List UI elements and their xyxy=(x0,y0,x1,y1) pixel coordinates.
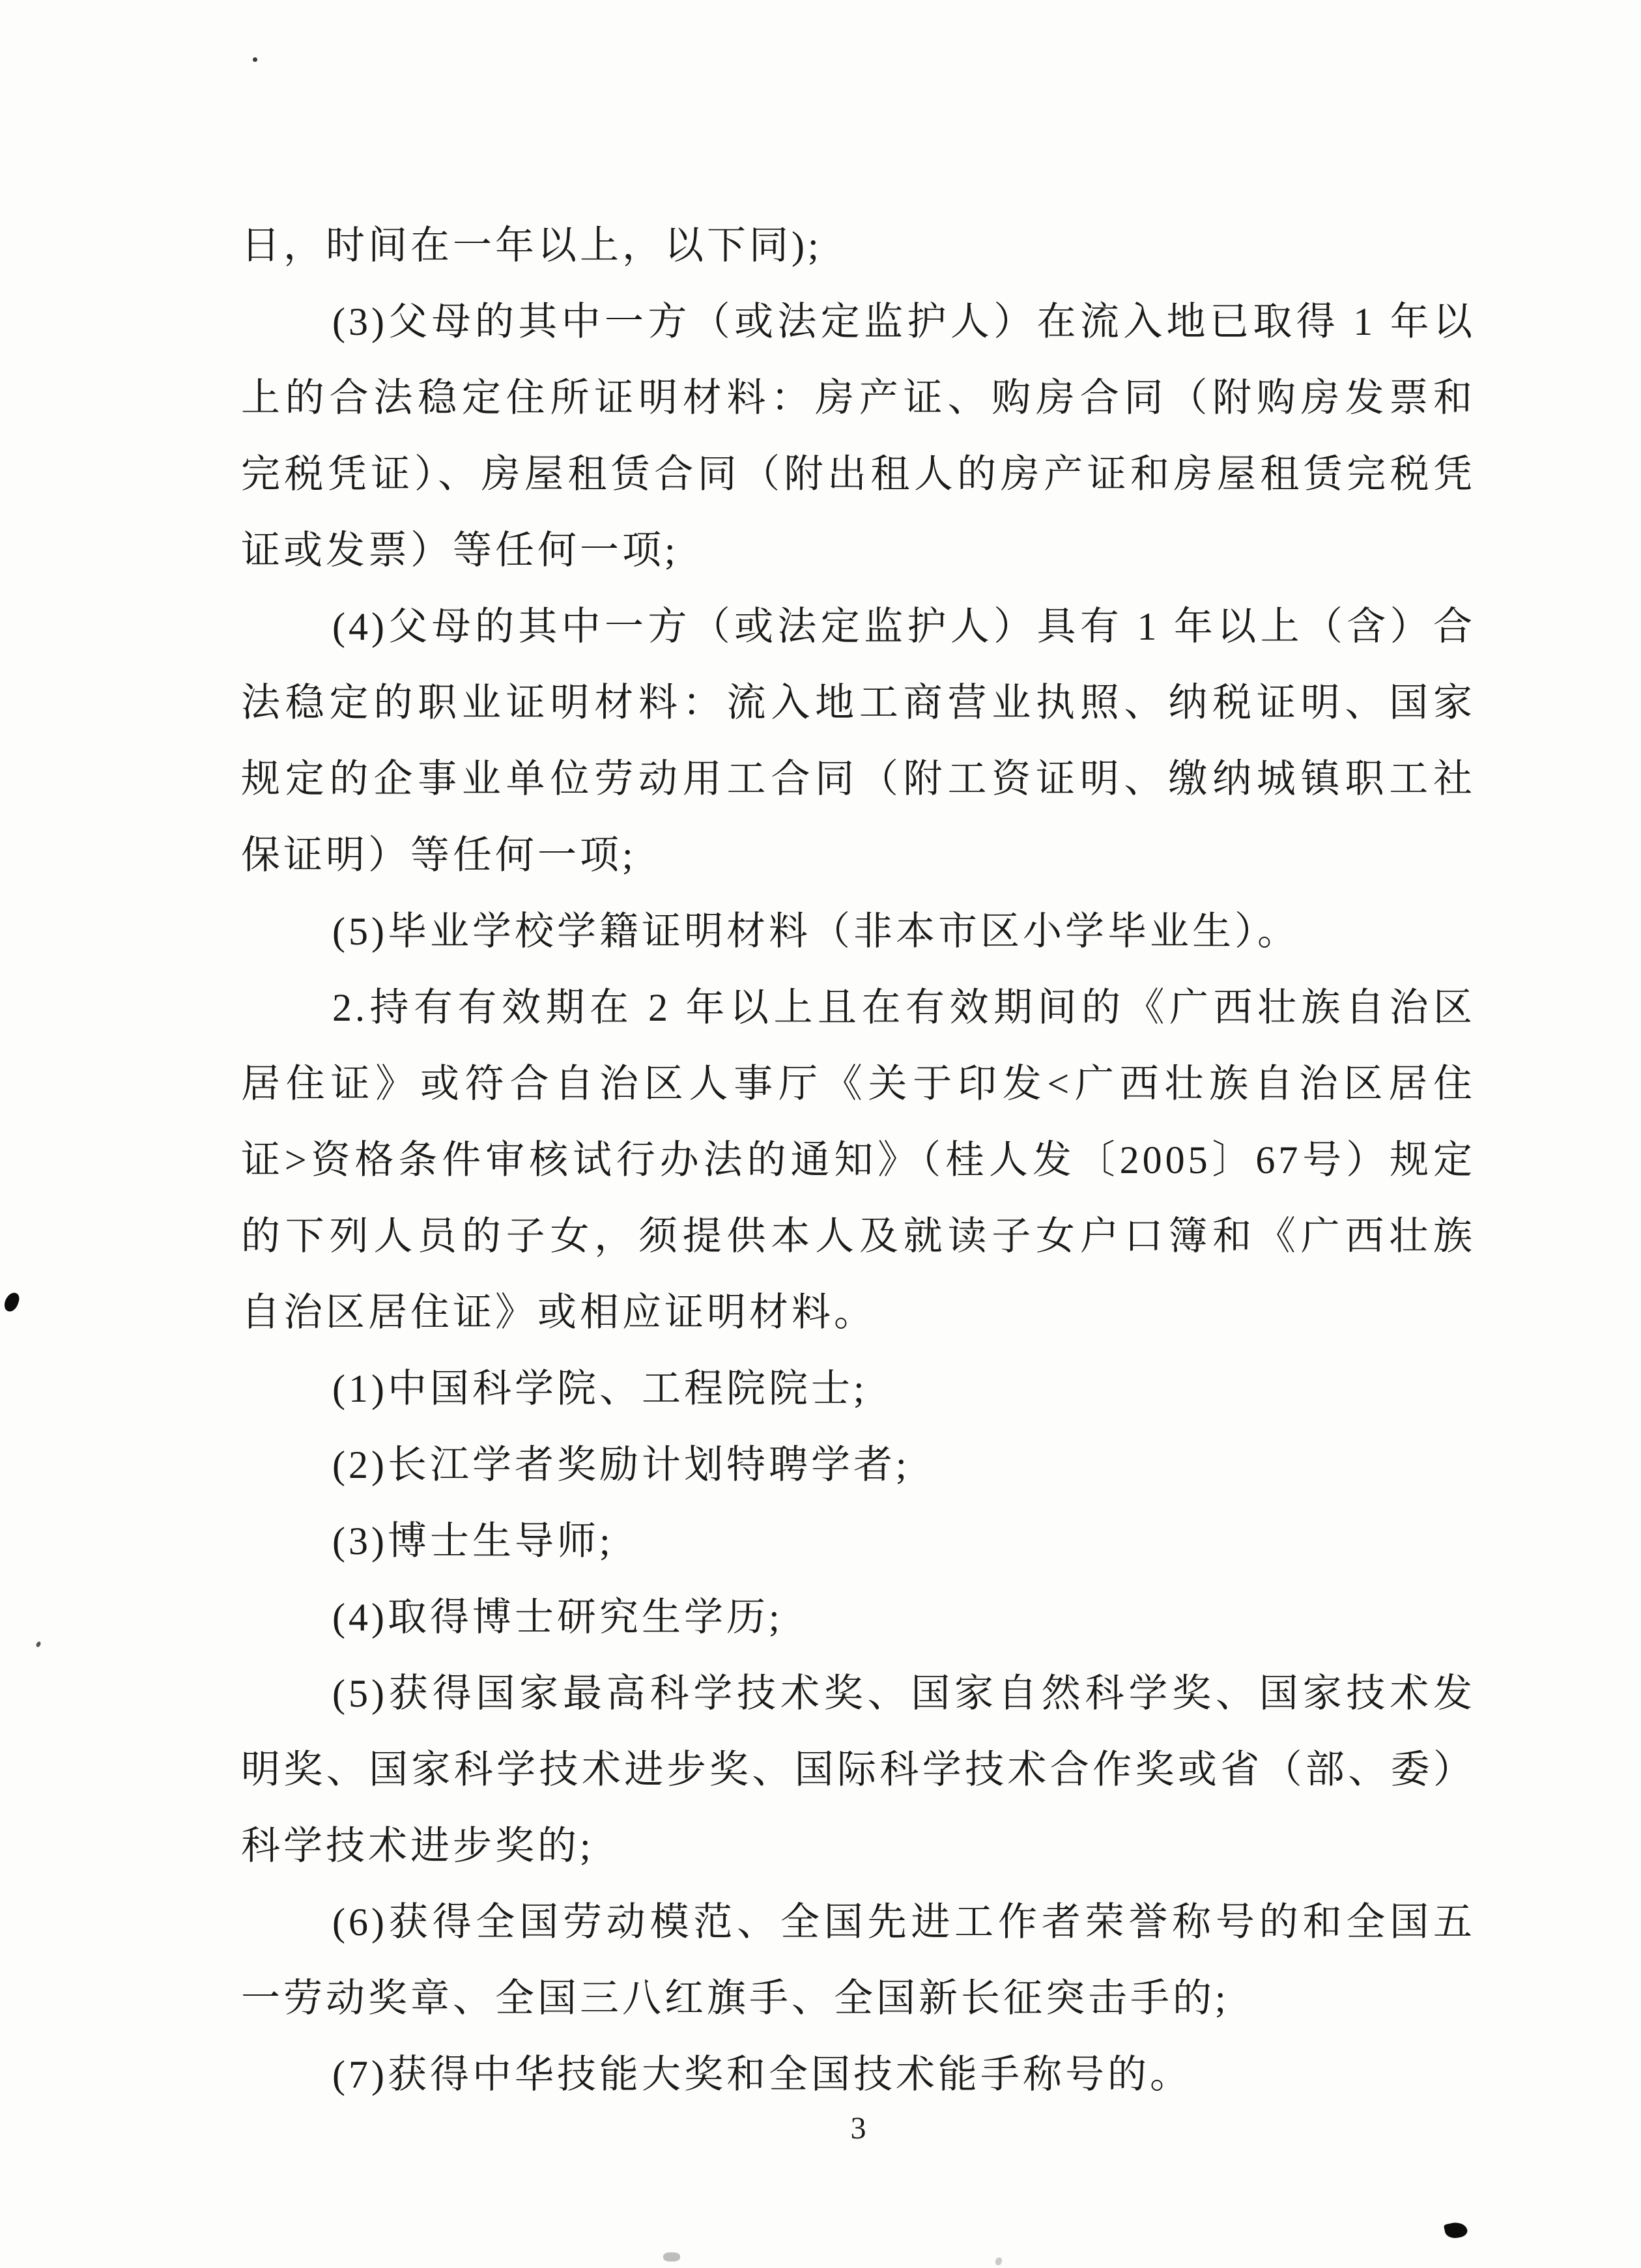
ink-dot-top xyxy=(253,57,257,62)
text-line-07: 法稳定的职业证明材料：流入地工商营业执照、纳税证明、国家 xyxy=(241,681,1476,724)
text-line-13: 证>资格条件审核试行办法的通知》（桂人发〔2005〕67号）规定 xyxy=(241,1139,1476,1182)
ink-smudge-bottom xyxy=(663,2252,680,2261)
text-line-08: 规定的企事业单位劳动用工合同（附工资证明、缴纳城镇职工社 xyxy=(241,758,1476,801)
text-line-22: 科学技术进步奖的; xyxy=(241,1824,594,1867)
text-line-25: (7)获得中华技能大奖和全国技术能手称号的。 xyxy=(332,2053,1192,2096)
text-line-15: 自治区居住证》或相应证明材料。 xyxy=(241,1291,876,1334)
text-line-02: (3)父母的其中一方（或法定监护人）在流入地已取得 1 年以 xyxy=(332,300,1476,343)
ink-tick-bottom xyxy=(995,2258,1002,2265)
ink-blot-left-margin xyxy=(3,1291,21,1314)
text-line-06: (4)父母的其中一方（或法定监护人）具有 1 年以上（含）合 xyxy=(332,605,1476,648)
text-line-23: (6)获得全国劳动模范、全国先进工作者荣誉称号的和全国五 xyxy=(332,1901,1476,1944)
page-number: 3 xyxy=(850,2111,866,2146)
text-line-14: 的下列人员的子女，须提供本人及就读子女户口簿和《广西壮族 xyxy=(241,1215,1476,1258)
text-line-05: 证或发票）等任何一项; xyxy=(241,529,679,572)
text-line-03: 上的合法稳定住所证明材料：房产证、购房合同（附购房发票和 xyxy=(241,376,1476,419)
text-line-04: 完税凭证）、房屋租赁合同（附出租人的房产证和房屋租赁完税凭 xyxy=(241,453,1476,496)
text-line-20: (5)获得国家最高科学技术奖、国家自然科学奖、国家技术发 xyxy=(332,1672,1476,1715)
text-line-12: 居住证》或符合自治区人事厅《关于印发<广西壮族自治区居住 xyxy=(241,1062,1476,1105)
text-line-10: (5)毕业学校学籍证明材料（非本市区小学毕业生）。 xyxy=(332,910,1300,953)
text-line-21: 明奖、国家科学技术进步奖、国际科学技术合作奖或省（部、委） xyxy=(241,1748,1476,1791)
text-line-01: 日，时间在一年以上，以下同); xyxy=(241,224,822,267)
ink-blot-bottom-right xyxy=(1444,2220,1468,2241)
text-line-24: 一劳动奖章、全国三八红旗手、全国新长征突击手的; xyxy=(241,1977,1229,2020)
text-line-09: 保证明）等任何一项; xyxy=(241,834,636,877)
document-body-text xyxy=(241,208,1476,2113)
text-line-17: (2)长江学者奖励计划特聘学者; xyxy=(332,1443,910,1486)
text-line-11: 2.持有有效期在 2 年以上且在有效期间的《广西壮族自治区 xyxy=(332,986,1476,1029)
text-line-16: (1)中国科学院、工程院院士; xyxy=(332,1367,868,1410)
text-line-19: (4)取得博士研究生学历; xyxy=(332,1596,783,1639)
text-line-18: (3)博士生导师; xyxy=(332,1520,614,1563)
ink-dot-left-margin xyxy=(35,1641,42,1648)
